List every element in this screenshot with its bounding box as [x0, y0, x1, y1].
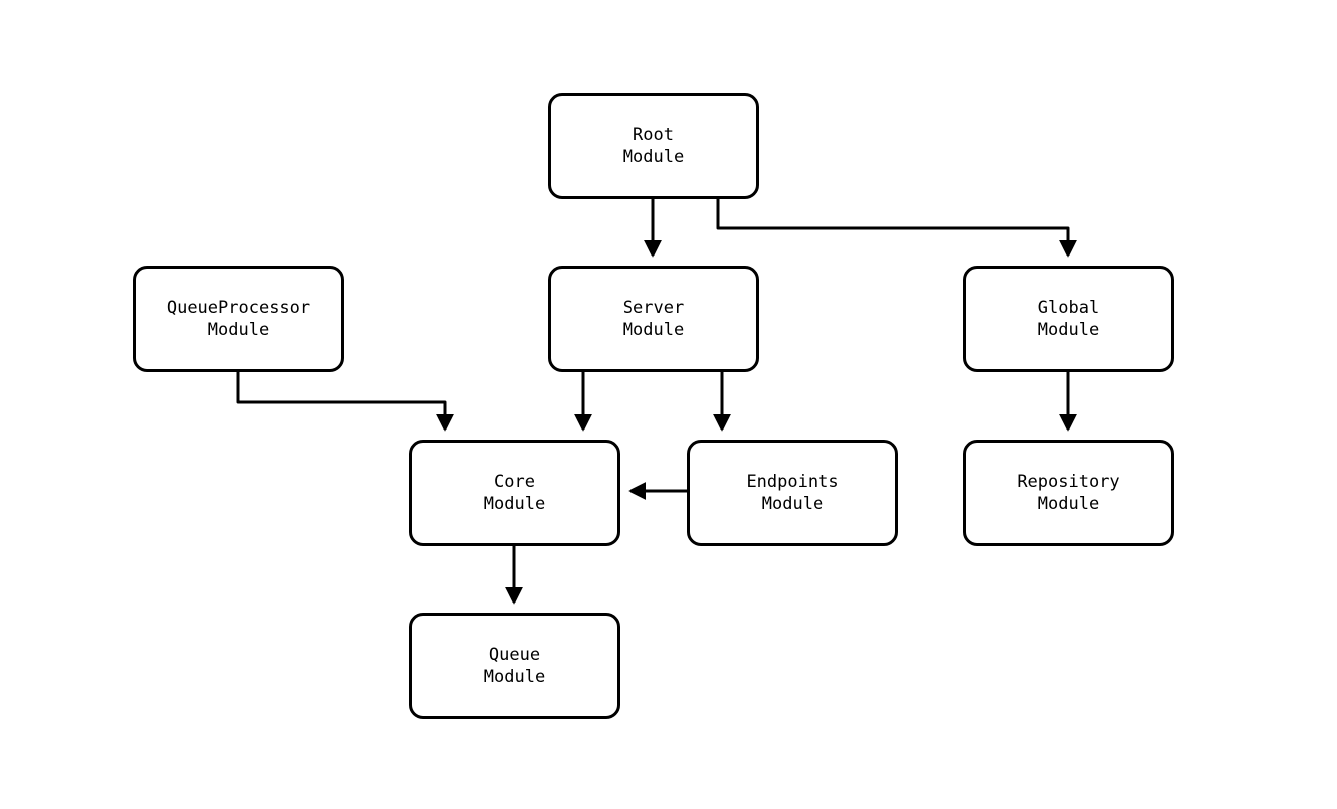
node-core-module[interactable] — [409, 440, 620, 546]
node-label-line2: Module — [1037, 320, 1100, 340]
node-label-line2: Module — [483, 494, 546, 514]
node-label-line1: Global — [1037, 298, 1100, 318]
node-label-line1: Server — [622, 298, 685, 318]
node-label-line2: Module — [761, 494, 824, 514]
node-root-module[interactable] — [548, 93, 759, 199]
node-label-line2: Module — [1037, 494, 1100, 514]
node-label-line1: QueueProcessor — [166, 298, 311, 318]
node-label-line1: Endpoints — [746, 472, 839, 492]
node-queue-module[interactable] — [409, 613, 620, 719]
node-repository-module[interactable] — [963, 440, 1174, 546]
node-label-line2: Module — [483, 667, 546, 687]
node-label-line1: Core — [494, 472, 535, 492]
node-label-line2: Module — [622, 147, 685, 167]
edge-queueprocessor-to-core — [238, 372, 445, 430]
node-endpoints-module[interactable] — [687, 440, 898, 546]
node-label-line1: Repository — [1017, 472, 1120, 492]
node-label-line2: Module — [622, 320, 685, 340]
node-server-module[interactable] — [548, 266, 759, 372]
node-global-module[interactable] — [963, 266, 1174, 372]
edge-root-to-global — [718, 199, 1068, 256]
node-label-line1: Queue — [488, 645, 541, 665]
node-label-line1: Root — [633, 125, 674, 145]
node-queueprocessor-module[interactable] — [133, 266, 344, 372]
node-label-line2: Module — [207, 320, 270, 340]
